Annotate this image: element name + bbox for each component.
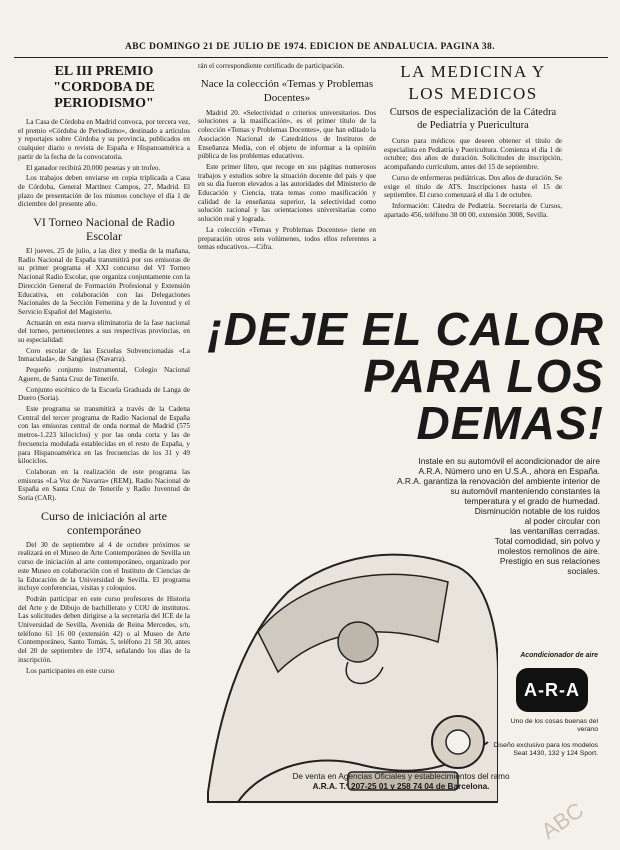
- article-paragraph: Colaboran en la realización de este programa las emisoras «La Voz de Navarra» (REM), Radio Nacional de España en Santa Cruz de Tenerife y Radio Juventud de Soria (CAR).: [18, 467, 190, 503]
- ad-footer-line: De venta en Agencias Oficiales y establecimientos del ramo: [292, 772, 510, 781]
- ad-footer-line: A.R.A. T.º 207-25 01 y 258 74 04 de Barcelona.: [312, 782, 490, 791]
- article-paragraph: La colección «Temas y Problemas Docentes» tiene en preparación otros seis volúmenes, todos ellos referentes a temas educativos.—Cifra.: [198, 225, 376, 252]
- right-column: [384, 62, 562, 302]
- article-title-coleccion: Nace la colección «Temas y Problemas Docentes»: [200, 77, 374, 104]
- article-paragraph: Podrán participar en este curso profesores de Historia del Arte y de Dibujo de bachillerato y COU de institutos. Las solicitudes deben dirigirse a la secretaría del ICE de la Universidad de Sevilla, Avenida de Reina Mercedes, s/n, teléfono 61 16 00 (extensión 42) o al Museo de Arte Contemporáneo, Santo Tomás, 5, teléfono 21 58 30, antes del 20 de septiembre de 1974, señalando los días de la inscripción.: [18, 594, 190, 664]
- article-paragraph: La Casa de Córdoba en Madrid convoca, por tercera vez, el premio «Córdoba de Periodismo», destinado a artículos y reportajes sobre Córdoba y su provincia, publicados en cualquier diario o revista de España e Hispanoamérica a partir de la fecha de la convocatoria.: [18, 118, 190, 161]
- page-header: ABC DOMINGO 21 DE JULIO DE 1974. EDICION DE ANDALUCIA. PAGINA 38.: [125, 42, 495, 52]
- ad-slogan: Uno de los cosas buenas del verano: [510, 718, 598, 733]
- left-column: [18, 62, 190, 840]
- section-title: LA MEDICINA Y: [400, 62, 546, 81]
- ad-copy-line: Total comodidad, sin polvo y: [494, 536, 600, 546]
- article-paragraph: Pequeño conjunto instrumental, Colegio Nacional Aguere, de Santa Cruz de Tenerife.: [18, 366, 190, 383]
- article-subtitle: Cursos de especialización de la Cátedra de Pediatría y Puericultura: [389, 107, 557, 131]
- ad-headline: [206, 303, 604, 449]
- article-paragraph: Los participantes en este curso: [26, 666, 115, 675]
- ad-models: Diseño exclusivo para los modelos Seat 1430, 132 y 124 Sport.: [493, 742, 598, 757]
- ad-copy: [388, 456, 600, 576]
- middle-column: [198, 62, 376, 284]
- article-paragraph: rán el correspondiente certificado de participación.: [198, 62, 345, 70]
- article-paragraph: El jueves, 25 de julio, a las diez y media de la mañana, Radio Nacional de España transmitirá por sus emisoras de su primer programa el XXI concurso del VI Torneo Nacional Radio Escolar, que organiza conjuntamente con la Dirección General de Formación Profesional y Extensión Educativa, en colaboración con las Delegaciones Nacionales de la Sección Femenina y de la Juventud y el Servicio Español del Magisterio.: [18, 247, 190, 316]
- section-title: LOS MEDICOS: [408, 84, 538, 103]
- article-paragraph: Información: Cátedra de Pediatría. Secretaría de Cursos, apartado 456, teléfono 38 00 00, extensión 3008, Sevilla.: [384, 201, 562, 219]
- ad-copy-line: Disminución notable de los ruidos: [474, 506, 600, 516]
- ad-copy-line: al poder circular con: [524, 516, 600, 526]
- article-paragraph: Actuarán en esta nueva eliminatoria de la fase nacional del torneo, pertenecientes a sus respectivas provincias, en su especialidad:: [18, 318, 190, 345]
- abc-watermark: ABC: [536, 797, 589, 844]
- article-title-curso-arte: Curso de iniciación al arte contemporáneo: [41, 508, 167, 537]
- ad-headline-line: PARA LOS: [363, 350, 604, 402]
- article-title-torneo: VI Torneo Nacional de Radio Escolar: [33, 215, 175, 244]
- ad-footer: [198, 772, 604, 792]
- article-paragraph: Coro escolar de las Escuelas Subvencionadas «La Inmaculada», de Sangüesa (Navarra).: [18, 346, 190, 364]
- article-paragraph: El ganador recibirá 20.000 pesetas y un trofeo.: [26, 163, 161, 172]
- ad-copy-line: Prestigio en sus relaciones: [499, 556, 600, 566]
- article-paragraph: Curso para médicos que deseen obtener el título de especialista en Pediatría y Puericultura. Comienza el día 1 de octubre; dos años de duración. Solicitudes de inscripción, acompañando currículum, antes del 15 de septiembre.: [384, 137, 562, 172]
- ad-copy-line: molestos remolinos de aire.: [497, 546, 600, 556]
- article-paragraph: Conjunto escénico de la Escuela Graduada de Langa de Duero (Soria).: [18, 385, 190, 403]
- ad-copy-line: temperatura y el grado de humedad.: [464, 496, 600, 506]
- ara-logo: A-R-A: [516, 668, 588, 712]
- article-paragraph: Este primer libro, que recoge en sus páginas numerosos trabajos y estudios sobre la situación docente del país y que en su día fueron elevados a las autoridades del Ministerio de Educación y Ciencia, trata temas como masificación y calidad de la enseñanza superior, la selectividad como solución racional y las orientaciones universitarias como solución real y lograda.: [198, 162, 376, 224]
- article-title-premio: EL III PREMIO "CORDOBA DE PERIODISMO": [53, 64, 155, 111]
- ad-copy-line: sociales.: [567, 566, 600, 576]
- article-paragraph: Madrid 20. «Selectividad o criterios universitarios. Dos soluciones a la masificación», es el primer título de la colección «Temas y Problemas Docentes», que han editado la Asociación Nacional de Catedráticos de Institutos de Enseñanza Media, con el objeto de informar a la opinión pública de los problemas educativos.: [198, 108, 376, 161]
- header-rule: [14, 57, 608, 58]
- article-paragraph: Curso de enfermeras pediátricas. Dos años de duración. Se exige el título de ATS. Inscripciones hasta el 15 de septiembre. El curso comenzará el día 1 de octubre.: [384, 173, 562, 200]
- ad-copy-line: Instale en su automóvil el acondicionador de aire: [418, 456, 600, 466]
- article-paragraph: Este programa se transmitirá a través de la Cadena Central del tercer programa de Radio Nacional de España con las emisoras central de onda normal de Madrid (575 metros-1.223 kilociclos) y por las onda corta y las de frecuencia modulada establecidas en el resto de España, y para Hispanoamérica en las frecuencias de los 31 y 49 kilociclos.: [18, 404, 190, 466]
- ad-headline-line: DEMAS!: [416, 397, 604, 449]
- ad-copy-line: A.R.A. Número uno en U.S.A., ahora en España.: [418, 466, 600, 476]
- article-paragraph: Los trabajos deben enviarse en copia triplicada a Casa de Córdoba, General Martínez Campos, 27, Madrid. El plazo de presentación de los mismos concluye el día 1 de diciembre del presente año.: [18, 174, 190, 209]
- ad-headline-line: ¡DEJE EL CALOR: [207, 303, 604, 355]
- advertisement: [198, 296, 604, 804]
- article-paragraph: Del 30 de septiembre al 4 de octubre próximos se realizará en el Museo de Arte Contemporáneo de Sevilla un curso de iniciación al arte contemporáneo, organizado por este Museo en colaboración con el Instituto de Ciencias de la Educación de la Universidad de Sevilla. El programa incluye conferencias, visitas y coloquios.: [18, 540, 190, 593]
- ad-copy-line: las ventanillas cerradas.: [510, 526, 600, 536]
- ad-copy-line: su automóvil manteniendo constantes la: [450, 486, 600, 496]
- ad-tagline: Acondicionador de aire: [520, 652, 598, 659]
- ad-copy-line: A.R.A. garantiza la renovación del ambiente interior de: [397, 476, 600, 486]
